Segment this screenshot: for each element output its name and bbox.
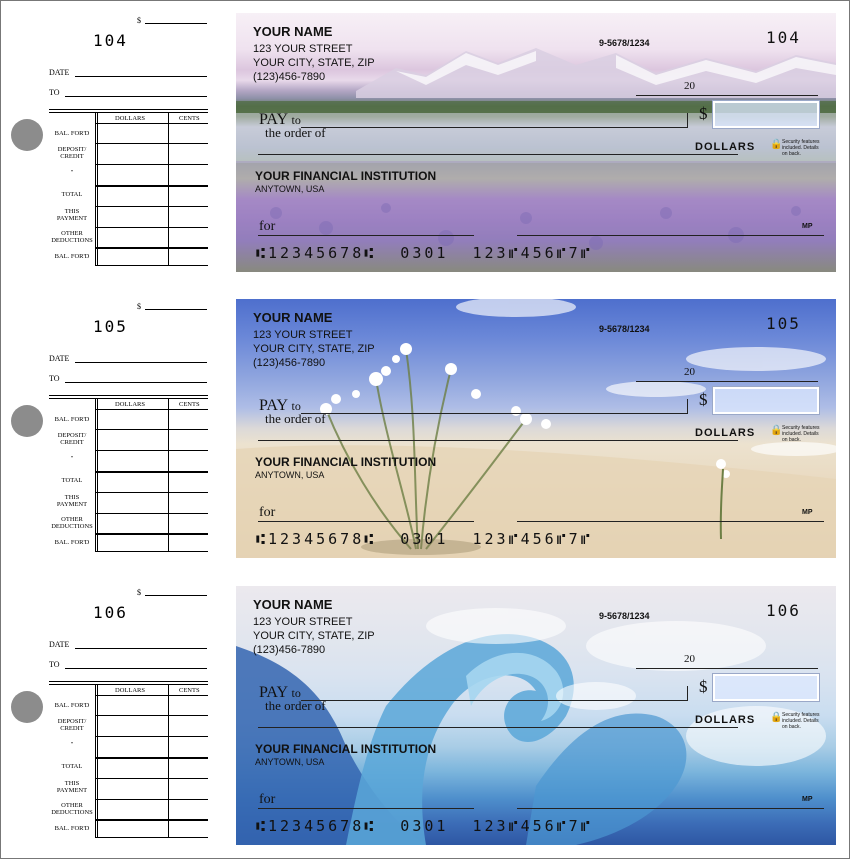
date-field[interactable] — [636, 95, 818, 96]
pay-label: PAY to — [259, 397, 301, 414]
mp-security-mark: MP — [802, 223, 813, 230]
ledger-dollars-header: DOLLARS — [115, 687, 145, 694]
account-phone: (123)456-7890 — [253, 357, 326, 369]
memo-label: for — [259, 219, 276, 234]
micr-line: ⑆12345678⑆ 0301 123⑈456⑈7⑈ — [256, 817, 593, 835]
date-field[interactable] — [636, 381, 818, 382]
padlock-icon: 🔒 — [770, 425, 783, 436]
dollars-label: DOLLARS — [695, 427, 756, 439]
check-number: 105 — [766, 314, 801, 333]
micr-line: ⑆12345678⑆ 0301 123⑈456⑈7⑈ — [256, 530, 593, 548]
stub-dollar-sign: $ — [137, 302, 141, 311]
routing-fraction: 9-5678/1234 — [599, 611, 650, 621]
ledger-row-label: TOTAL — [61, 191, 83, 198]
stub-amount-line — [145, 23, 207, 24]
ledger-cents-header: CENTS — [179, 115, 200, 122]
account-holder-name: YOUR NAME — [253, 24, 333, 39]
stub-to-field[interactable] — [65, 668, 207, 669]
amount-words-field[interactable] — [258, 440, 738, 441]
check-stub — [1, 583, 235, 841]
signature-field[interactable] — [517, 235, 824, 236]
check-number: 106 — [766, 601, 801, 620]
ledger-cents-header: CENTS — [179, 687, 200, 694]
ledger-cents-header: CENTS — [179, 401, 200, 408]
order-of-label: the order of — [265, 411, 326, 426]
bank-name: YOUR FINANCIAL INSTITUTION — [255, 169, 437, 183]
mp-security-mark: MP — [802, 509, 813, 516]
stub-check-number: 105 — [93, 317, 128, 336]
dollar-sign: $ — [699, 104, 708, 123]
stub-dollar-sign: $ — [137, 588, 141, 597]
amount-box[interactable] — [713, 387, 819, 414]
ledger-row-label: BAL. FOR'D — [54, 825, 90, 832]
order-of-label: the order of — [265, 125, 326, 140]
bank-city: ANYTOWN, USA — [255, 184, 325, 194]
account-street: 123 YOUR STREET — [253, 43, 353, 55]
stub-to-field[interactable] — [65, 96, 207, 97]
pay-label: PAY to — [259, 111, 301, 128]
signature-field[interactable] — [517, 521, 824, 522]
check — [236, 299, 836, 558]
security-notice: Security features included. Details on back. — [782, 712, 820, 730]
memo-label: for — [259, 505, 276, 520]
stub-to-field[interactable] — [65, 382, 207, 383]
amount-box[interactable] — [713, 101, 819, 128]
account-holder-name: YOUR NAME — [253, 597, 333, 612]
stub-date-field[interactable] — [75, 362, 207, 363]
memo-field[interactable] — [258, 808, 474, 809]
amount-box[interactable] — [713, 674, 819, 701]
ledger-row-label: BAL. FOR'D — [54, 539, 90, 546]
payee-field[interactable] — [301, 127, 688, 128]
dollars-label: DOLLARS — [695, 141, 756, 153]
dollar-sign: $ — [699, 390, 708, 409]
security-notice: Security features included. Details on back. — [782, 425, 820, 443]
routing-fraction: 9-5678/1234 — [599, 324, 650, 334]
ledger-row-label: " — [70, 455, 74, 462]
ledger-row-label: OTHER DEDUCTIONS — [51, 516, 93, 530]
stub-to-label: TO — [49, 88, 60, 97]
bank-name: YOUR FINANCIAL INSTITUTION — [255, 455, 437, 469]
check — [236, 586, 836, 845]
stub-check-number: 104 — [93, 31, 128, 50]
account-street: 123 YOUR STREET — [253, 616, 353, 628]
stub-date-label: DATE — [49, 68, 70, 77]
account-city-state-zip: YOUR CITY, STATE, ZIP — [253, 630, 375, 642]
check-stub — [1, 11, 235, 269]
check — [236, 13, 836, 272]
stub-amount-line — [145, 595, 207, 596]
ledger-row-label: TOTAL — [61, 477, 83, 484]
stub-amount-line — [145, 309, 207, 310]
payee-field[interactable] — [301, 413, 688, 414]
memo-field[interactable] — [258, 521, 474, 522]
stub-check-number: 106 — [93, 603, 128, 622]
security-notice: Security features included. Details on back. — [782, 139, 820, 157]
signature-field[interactable] — [517, 808, 824, 809]
amount-words-field[interactable] — [258, 154, 738, 155]
micr-line: ⑆12345678⑆ 0301 123⑈456⑈7⑈ — [256, 244, 593, 262]
bank-name: YOUR FINANCIAL INSTITUTION — [255, 742, 437, 756]
stub-dollar-sign: $ — [137, 16, 141, 25]
date-year-prefix: 20 — [684, 366, 695, 378]
payee-field[interactable] — [301, 700, 688, 701]
ledger-row-label: DEPOSIT/ CREDIT — [57, 146, 87, 160]
punch-hole — [11, 405, 43, 437]
account-city-state-zip: YOUR CITY, STATE, ZIP — [253, 57, 375, 69]
ledger-row-label: BAL. FOR'D — [54, 702, 90, 709]
dollar-sign: $ — [699, 677, 708, 696]
bank-city: ANYTOWN, USA — [255, 757, 325, 767]
stub-date-label: DATE — [49, 354, 70, 363]
pay-label: PAY to — [259, 684, 301, 701]
account-phone: (123)456-7890 — [253, 71, 326, 83]
ledger-row-label: BAL. FOR'D — [54, 416, 90, 423]
account-phone: (123)456-7890 — [253, 644, 326, 656]
check-stub — [1, 297, 235, 555]
order-of-label: the order of — [265, 698, 326, 713]
amount-words-field[interactable] — [258, 727, 738, 728]
punch-hole — [11, 119, 43, 151]
stub-date-label: DATE — [49, 640, 70, 649]
ledger-row-label: BAL. FOR'D — [54, 253, 90, 260]
ledger-row-label: " — [70, 169, 74, 176]
check-number: 104 — [766, 28, 801, 47]
stub-to-label: TO — [49, 660, 60, 669]
ledger-row-label: OTHER DEDUCTIONS — [51, 230, 93, 244]
ledger-row-label: BAL. FOR'D — [54, 130, 90, 137]
date-year-prefix: 20 — [684, 80, 695, 92]
account-holder-name: YOUR NAME — [253, 310, 333, 325]
date-field[interactable] — [636, 668, 818, 669]
ledger-dollars-header: DOLLARS — [115, 115, 145, 122]
account-street: 123 YOUR STREET — [253, 329, 353, 341]
punch-hole — [11, 691, 43, 723]
ledger-row-label: THIS PAYMENT — [56, 208, 88, 222]
ledger-row-label: DEPOSIT/ CREDIT — [57, 718, 87, 732]
padlock-icon: 🔒 — [770, 712, 783, 723]
ledger-row-label: DEPOSIT/ CREDIT — [57, 432, 87, 446]
ledger-row-label: TOTAL — [61, 763, 83, 770]
memo-field[interactable] — [258, 235, 474, 236]
stub-date-field[interactable] — [75, 648, 207, 649]
ledger-row-label: THIS PAYMENT — [56, 494, 88, 508]
dollars-label: DOLLARS — [695, 714, 756, 726]
routing-fraction: 9-5678/1234 — [599, 38, 650, 48]
ledger-dollars-header: DOLLARS — [115, 401, 145, 408]
ledger-row-label: THIS PAYMENT — [56, 780, 88, 794]
memo-label: for — [259, 792, 276, 807]
bank-city: ANYTOWN, USA — [255, 470, 325, 480]
mp-security-mark: MP — [802, 796, 813, 803]
stub-date-field[interactable] — [75, 76, 207, 77]
account-city-state-zip: YOUR CITY, STATE, ZIP — [253, 343, 375, 355]
ledger-row-label: " — [70, 741, 74, 748]
stub-to-label: TO — [49, 374, 60, 383]
padlock-icon: 🔒 — [770, 139, 783, 150]
date-year-prefix: 20 — [684, 653, 695, 665]
ledger-row-label: OTHER DEDUCTIONS — [51, 802, 93, 816]
